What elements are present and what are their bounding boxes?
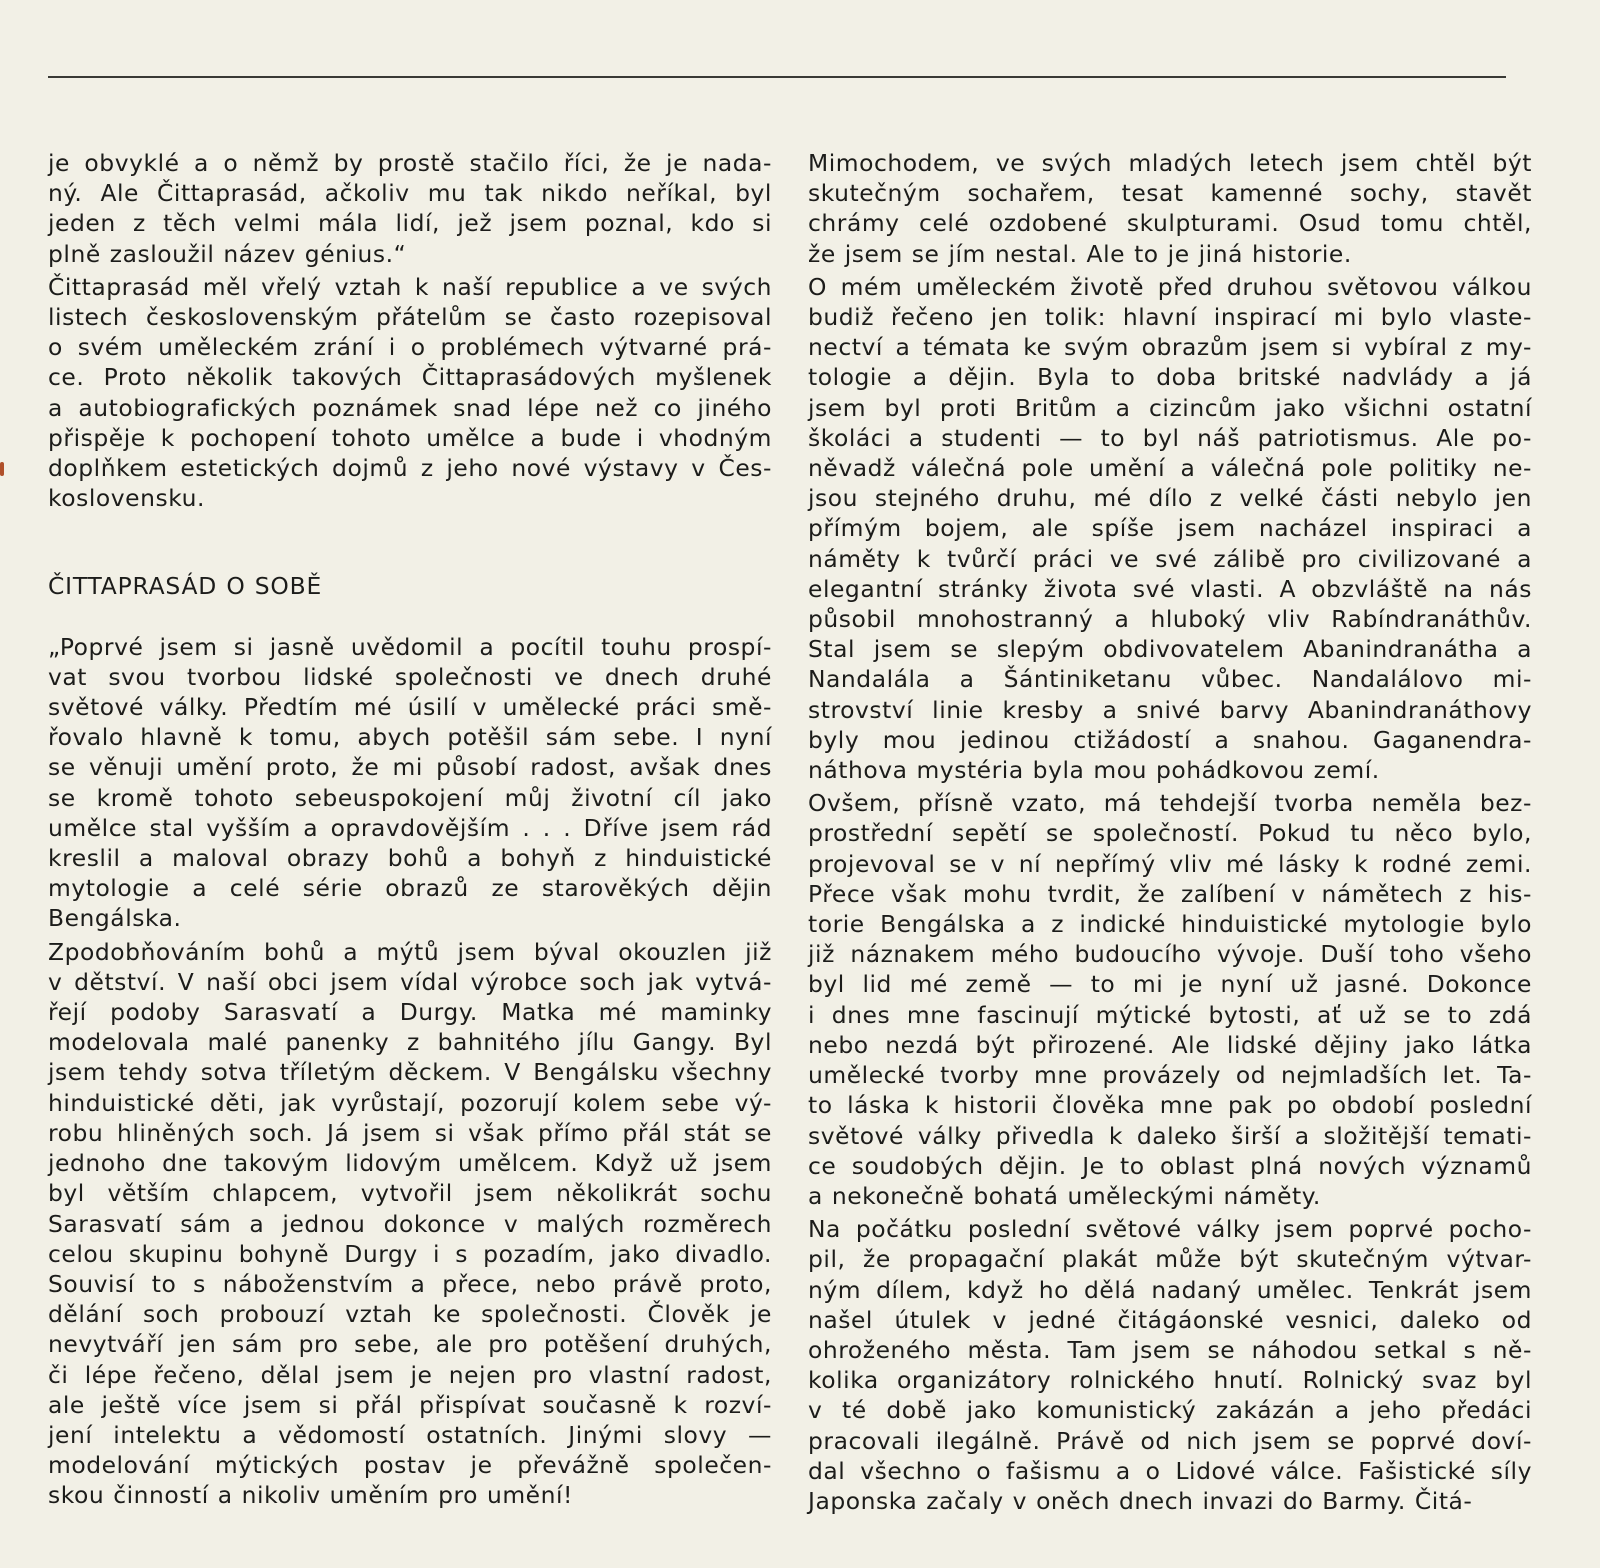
text-line: i dnes mne fascinují mýtické bytosti, ať už se to zdá — [808, 1000, 1532, 1029]
paragraph — [48, 937, 772, 1511]
text-line: o svém uměleckém zrání i o problémech výtvarné prá- — [48, 333, 772, 362]
text-line: byl větším chlapcem, vytvořil jsem několikrát sochu — [48, 1179, 772, 1208]
text-line: skou činností a nikoliv uměním pro umění! — [48, 1481, 573, 1510]
text-line: O mém uměleckém životě před druhou světovou válkou — [808, 272, 1532, 301]
text-line: již náznakem mého budoucího vývoje. Duší toho všeho — [808, 940, 1532, 969]
text-line: tologie a dějin. Byla to doba britské nadvlády a já — [808, 363, 1532, 392]
text-line: kreslil a maloval obrazy bohů a bohyň z hinduistické — [48, 844, 772, 873]
text-line: Zpodobňováním bohů a mýtů jsem býval okouzlen již — [48, 937, 772, 966]
text-line: mytologie a celé série obrazů ze starověkých dějin — [48, 874, 772, 903]
text-line: v dětství. V naší obci jsem vídal výrobce soch jak vytvá- — [48, 967, 772, 996]
text-line: ce. Proto několik takových Čittaprasádových myšlenek — [48, 363, 772, 392]
text-line: či lépe řečeno, dělal jsem je nejen pro vlastní radost, — [48, 1360, 772, 1389]
text-line: doplňkem estetických dojmů z jeho nové výstavy v Čes- — [48, 454, 772, 483]
margin-mark — [0, 462, 4, 476]
text-line: Přece však mohu tvrdit, že zalíbení v námětech z his- — [808, 879, 1532, 908]
text-line: celou skupinu bohyně Durgy i s pozadím, jako divadlo. — [48, 1239, 772, 1268]
text-line: Čittaprasád měl vřelý vztah k naší republice a ve svých — [48, 272, 772, 301]
text-line: kolika organizátory rolnického hnutí. Rolnický svaz byl — [808, 1366, 1532, 1395]
text-line: Na počátku poslední světové války jsem poprvé pocho- — [808, 1215, 1532, 1244]
text-line: Japonska začaly v oněch dnech invazi do Barmy. Čitá- — [808, 1486, 1473, 1515]
text-line: hinduistické děti, jak vyrůstají, pozorují kolem sebe vý- — [48, 1088, 772, 1117]
text-line: plně zasloužil název génius.“ — [48, 239, 407, 268]
text-line: jsou stejného druhu, mé dílo z velké části nebylo jen — [808, 484, 1532, 513]
text-line: ohroženého města. Tam jsem se náhodou setkal s ně- — [808, 1335, 1532, 1364]
text-line: našel útulek v jedné čitágáonské vesnici, daleko od — [808, 1305, 1532, 1334]
text-line: Nandalála a Šántiniketanu vůbec. Nandalálovo mi- — [808, 665, 1532, 694]
text-line: projevoval se v ní nepřímý vliv mé lásky k rodné zemi. — [808, 849, 1532, 878]
text-line: strovství linie kresby a snivé barvy Abanindranáthovy — [808, 695, 1532, 724]
text-line: prostřední sepětí se společností. Pokud tu něco bylo, — [808, 819, 1532, 848]
top-rule — [48, 76, 1506, 78]
text-line: Mimochodem, ve svých mladých letech jsem chtěl být — [808, 149, 1532, 177]
text-line: jsem tehdy sotva tříletým děckem. V Bengálsku všechny — [48, 1058, 772, 1087]
text-line: že jsem se jím nestal. Ale to je jiná historie. — [808, 239, 1352, 268]
paragraph — [808, 148, 1532, 269]
text-line: přímým bojem, ale spíše jsem nacházel inspiraci a — [808, 514, 1532, 543]
text-line: jení intelektu a vědomostí ostatních. Jinými slovy — — [48, 1420, 772, 1449]
text-line: a autobiografických poznámek snad lépe než co jiného — [48, 393, 772, 422]
text-line: dal všechno o fašismu a o Lidové válce. Fašistické síly — [808, 1456, 1532, 1485]
text-line: listech československým přátelům se často rozepisoval — [48, 303, 772, 332]
text-line: ce soudobých dějin. Je to oblast plná nových významů — [808, 1151, 1532, 1180]
text-line: přispěje k pochopení tohoto umělce a bude i vhodným — [48, 423, 772, 452]
text-line: nectví a témata ke svým obrazům jsem si vybíral z my- — [808, 333, 1532, 362]
text-line: se kromě tohoto sebeuspokojení můj životní cíl jako — [48, 783, 772, 812]
text-line: Ovšem, přísně vzato, má tehdejší tvorba neměla bez- — [808, 789, 1532, 818]
text-line: a nekonečně bohatá uměleckými náměty. — [808, 1181, 1321, 1210]
intro-block — [48, 148, 772, 513]
text-line: umělecké tvorby mne provázely od nejmladších let. Ta- — [808, 1061, 1532, 1090]
text-line: jeden z těch velmi mála lidí, jež jsem poznal, kdo si — [48, 209, 772, 238]
text-line: působil mnohostranný a hluboký vliv Rabíndranáthův. — [808, 605, 1532, 634]
text-line: koslovensku. — [48, 484, 205, 513]
text-line: řejí podoby Sarasvatí a Durgy. Matka mé maminky — [48, 998, 772, 1027]
text-line: robu hliněných soch. Já jsem si však přímo přál stát se — [48, 1118, 772, 1147]
text-line: světové války přivedla k daleko širší a složitější temati- — [808, 1121, 1532, 1150]
text-line: ale ještě více jsem si přál přispívat současně k rozví- — [48, 1390, 772, 1419]
right-column — [808, 148, 1532, 1519]
text-line: vat svou tvorbou lidské společnosti ve dnech druhé — [48, 662, 772, 691]
text-line: se věnuji umění proto, že mi působí radost, avšak dnes — [48, 753, 772, 782]
text-line: pil, že propagační plakát může být skutečným výtvar- — [808, 1245, 1532, 1274]
text-line: skutečným sochařem, tesat kamenné sochy, stavět — [808, 179, 1532, 208]
text-line: v té době jako komunistický zakázán a jeho předáci — [808, 1396, 1532, 1425]
text-line: torie Bengálska a z indické hinduistické mytologie bylo — [808, 910, 1532, 939]
text-line: jsem byl proti Britům a cizincům jako všichni ostatní — [808, 393, 1532, 422]
text-line: jednoho dne takovým lidovým umělcem. Když už jsem — [48, 1149, 772, 1178]
text-line: byl lid mé země — to mi je nyní už jasné. Dokonce — [808, 970, 1532, 999]
text-line: budiž řečeno jen tolik: hlavní inspirací mi bylo vlaste- — [808, 303, 1532, 332]
text-line: elegantní stránky života své vlasti. A obzvláště na nás — [808, 574, 1532, 603]
section-heading: ČITTAPRASÁD O SOBĚ — [48, 572, 323, 601]
text-line: nevytváří jen sám pro sebe, ale pro potěšení druhých, — [48, 1330, 772, 1359]
text-line: umělce stal vyšším a opravdovějším . . . Dříve jsem rád — [48, 813, 772, 842]
text-line: náměty k tvůrčí práci ve své zálibě pro civilizované a — [808, 544, 1532, 573]
paragraph — [808, 1214, 1532, 1516]
text-line: pracovali ilegálně. Právě od nich jsem se poprvé doví- — [808, 1426, 1532, 1455]
paragraph — [808, 272, 1532, 785]
text-line: modelovala malé panenky z bahnitého jílu Gangy. Byl — [48, 1028, 772, 1057]
paragraph — [48, 632, 772, 934]
right-block — [808, 148, 1532, 1516]
text-line: to láska k historii člověka mne pak po období poslední — [808, 1091, 1532, 1120]
section-block — [48, 632, 772, 1511]
text-line: náthova mystéria byla mou pohádkovou zemí. — [808, 756, 1380, 785]
text-line: je obvyklé a o němž by prostě stačilo říci, že je nada- — [48, 149, 772, 177]
text-line: něvadž válečná pole umění a válečná pole politiky ne- — [808, 454, 1532, 483]
text-line: „Poprvé jsem si jasně uvědomil a pocítil touhu prospí- — [48, 632, 772, 661]
paragraph — [48, 148, 772, 269]
text-line: školáci a studenti — to byl náš patriotismus. Ale po- — [808, 423, 1532, 452]
text-line: Sarasvatí sám a jednou dokonce v malých rozměrech — [48, 1209, 772, 1238]
left-column — [48, 148, 772, 1514]
text-line: ný. Ale Čittaprasád, ačkoliv mu tak nikdo neříkal, byl — [48, 179, 772, 208]
text-line: Souvisí to s náboženstvím a přece, nebo právě proto, — [48, 1269, 772, 1298]
text-line: nebo nezdá být přirozené. Ale lidské dějiny jako látka — [808, 1030, 1532, 1059]
paragraph — [808, 788, 1532, 1211]
text-line: řovalo hlavně k tomu, abych potěšil sám sebe. I nyní — [48, 723, 772, 752]
text-line: Stal jsem se slepým obdivovatelem Abanindranátha a — [808, 635, 1532, 664]
text-line: světové války. Předtím mé úsilí v umělecké práci smě- — [48, 693, 772, 722]
text-line: Bengálska. — [48, 904, 182, 933]
paragraph — [48, 272, 772, 514]
text-line: dělání soch probouzí vztah ke společnosti. Člověk je — [48, 1300, 772, 1329]
text-line: chrámy celé ozdobené skulpturami. Osud tomu chtěl, — [808, 209, 1532, 238]
text-line: modelování mýtických postav je převážně společen- — [48, 1451, 772, 1480]
text-line: ným dílem, když ho dělá nadaný umělec. Tenkrát jsem — [808, 1275, 1532, 1304]
text-line: byly mou jedinou ctižádostí a snahou. Gaganendra- — [808, 725, 1532, 754]
